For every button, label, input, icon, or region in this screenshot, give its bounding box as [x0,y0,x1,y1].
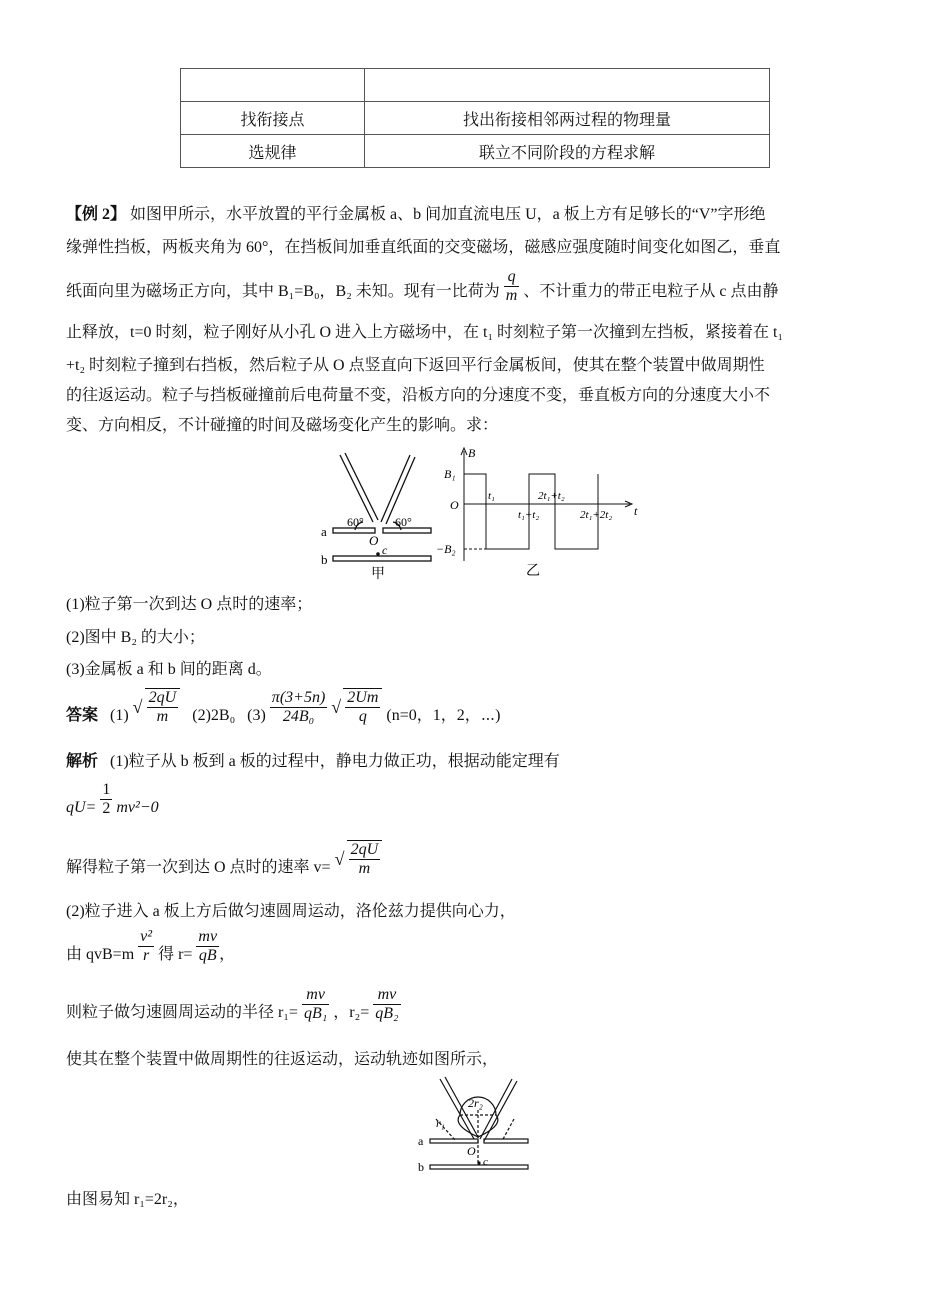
example-line-4: 止释放，t=0 时刻，粒子刚好从小孔 O 进入上方磁场中，在 t₁ 时刻粒子第一次撞到左挡板，紧接着在 t₁ [66,324,784,341]
f3-den: qB₁ [303,1004,328,1022]
hole-o-label: O [369,533,379,548]
fraction [349,841,381,878]
analysis-line-3 [66,841,382,878]
point-c-label: c [382,543,388,557]
fraction-half [100,781,112,818]
plate-a-label: a [321,524,327,539]
fraction [138,928,154,965]
analysis-text: mv²−0 [116,799,159,816]
answer-label: 答案 [66,707,99,724]
table-cell [181,69,365,102]
fraction [302,986,329,1023]
analysis-text: qU= [66,799,97,816]
example-line-1 [66,205,766,225]
table-cell: 选规律 [181,135,365,168]
fraction [147,689,179,726]
example-line-7: 变、方向相反，不计碰撞的时间及磁场变化产生的影响。求： [66,417,499,434]
half-den: 2 [102,799,111,817]
f3-num: mv [302,986,329,1005]
table-cell: 找出衔接相邻两过程的物理量 [365,102,770,135]
figure-jia [315,450,445,580]
origin-label: O [450,498,459,512]
example-line-2: 缘弹性挡板，两板夹角为 60°，在挡板间加垂直纸面的交变磁场，磁感应强度随时间变化如图乙，垂直 [66,239,781,256]
charge-mass-ratio: $\frac{q}{m}$ [505,268,518,304]
example-line-5: +t₂ 时刻粒子撞到右挡板，然后粒子从 O 点竖直向下返回平行金属板间，使其在整个装置中做周期性 [66,357,765,374]
table-row [181,102,770,135]
table-cell [365,69,770,102]
figure-trajectory [412,1075,537,1180]
table-row [181,69,770,102]
tick-t1t2: t₁+t₂ [518,509,540,521]
b1-label: B₁ [444,467,456,481]
answer-num-1: √ 2qU [148,689,177,707]
analysis-label: 解析 [66,753,99,770]
fraction [373,986,400,1023]
analysis-line-6 [66,985,401,1023]
tick-2t1t2: 2t₁+t₂ [538,490,565,502]
fraction [345,689,380,726]
f4-num: mv [373,986,400,1005]
v-den: m [358,860,371,878]
origin-label: O [467,1144,476,1158]
question-1: (1)粒子第一次到达 O 点时的速率； [66,596,313,613]
sqrt-expression [343,688,382,726]
f1-den: r [142,946,150,964]
analysis-line-2 [66,780,159,818]
example-text: 纸面向里为磁场正方向，其中 B₁=B₀，B₂ 未知。现有一比荷为 [66,283,500,301]
tick-2t1-2t2: 2t₁+2t₂ [580,509,613,521]
plate-a-label: a [418,1134,424,1148]
sqrt-expression [145,688,181,726]
angle-right-label: 60° [395,515,412,529]
fig-jia-caption: 甲 [371,567,385,580]
analysis-line-8: 由图易知 r₁=2r₂， [66,1191,189,1208]
answer-part-2: (2)2B₀ [192,707,236,724]
answer-tail: (n=0，1，2，⋯) [386,707,501,724]
figure-yi [430,443,645,583]
half-num: 1 [102,780,111,798]
tick-t1: t₁ [488,490,495,502]
analysis-text: 由 qvB=m [66,946,135,963]
analysis-line-7: 使其在整个装置中做周期性的往返运动，运动轨迹如图所示， [66,1051,499,1068]
analysis-line-4: (2)粒子进入 a 板上方后做匀速圆周运动，洛伦兹力提供向心力， [66,903,516,920]
analysis-text: 则粒子做匀速圆周运动的半径 r₁= [66,1004,298,1021]
answer-den-3b: q [358,708,367,726]
example-text: 、不计重力的带正电粒子从 c 点由静 [523,283,779,301]
plate-b-label: b [321,552,328,567]
axis-b-label: B [468,446,476,460]
fig-yi-caption: 乙 [526,564,540,579]
table-cell: 找衔接点 [181,102,365,135]
b2-label: −B₂ [436,542,456,556]
fraction [196,928,219,965]
example-tag: 【例 2】 [66,206,127,223]
analysis-text: ，r₂= [333,1004,370,1021]
f2-den: qB [198,946,217,964]
example-line-6: 的往返运动。粒子与挡板碰撞前后电荷量不变，沿板方向的分速度不变，垂直板方向的分速度大小不 [66,387,771,404]
analysis-text: 得 r= [158,946,193,963]
answer-num-3b: √ 2Um [347,689,379,707]
plate-b-label: b [418,1160,424,1174]
label-2r2: 2r₂ [468,1096,483,1110]
axis-t-label: t [634,504,638,518]
fraction [270,689,327,726]
analysis-text: (1)粒子从 b 板到 a 板的过程中，静电力做正功，根据动能定理有 [110,753,560,770]
question-2: (2)图中 B₂ 的大小； [66,629,205,646]
sqrt-expression [347,840,383,878]
f4-den: qB₂ [375,1004,399,1022]
analysis-text: 解得粒子第一次到达 O 点时的速率 v= [66,859,331,876]
analysis-line-1 [66,752,560,772]
v-num: √ 2qU [350,841,379,859]
f1-num: v² [140,927,153,945]
analysis-line-5: 由 qvB=m $\frac{\text{v²}}{r}$ 得 r= $\frac{mv}{qB}$ ， [66,927,236,964]
example-text: 如图甲所示，水平放置的平行金属板 a、b 间加直流电压 U，a 板上方有足够长的“V”字形绝 [130,206,766,223]
table-cell: 联立不同阶段的方程求解 [365,135,770,168]
answer-den-3a: 24B₀ [282,707,315,725]
answer-den-1: m [156,708,169,726]
f2-num: mv [198,927,218,945]
answer-num-3a: π(3+5n) [271,688,326,706]
question-3: (3)金属板 a 和 b 间的距离 d。 [66,661,272,678]
answer-part-1: (1) [110,707,129,724]
answer-part-3: (3) [247,707,266,724]
table-row [181,135,770,168]
label-r1: r₁ [436,1116,445,1130]
angle-left-label: 60° [347,515,364,529]
point-c-label: c [483,1156,488,1168]
example-line-3 [66,268,779,305]
summary-table [180,68,770,168]
